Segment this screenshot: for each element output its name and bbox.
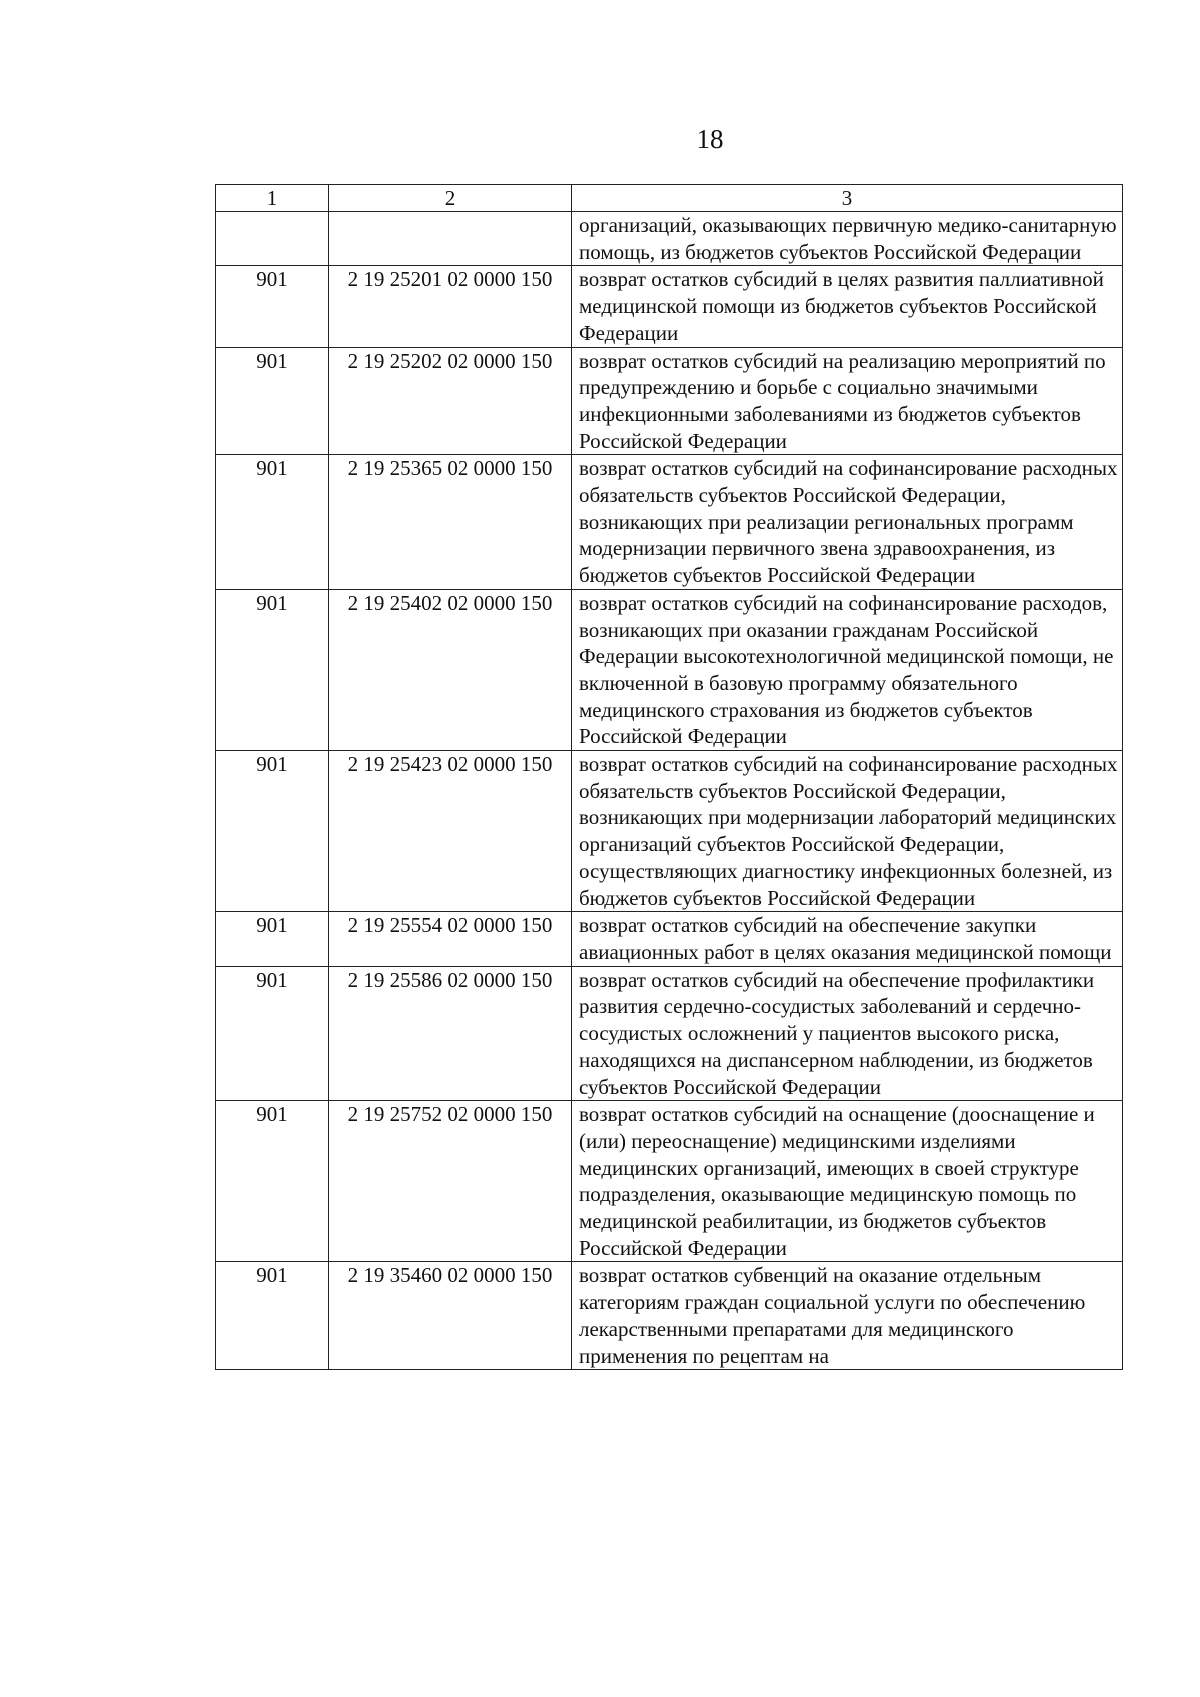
description-cell: возврат остатков субсидий на софинансирование расходных обязательств субъектов Российской Федерации, возникающих при реализации региональных программ модернизации первичного звена здравоохранения, из бюджетов субъектов Российской Федерации — [572, 455, 1123, 590]
description-cell: возврат остатков субсидий на обеспечение профилактики развития сердечно-сосудистых заболеваний и сердечно-сосудистых осложнений у пациентов высокого риска, находящихся на диспансерном наблюдении, из бюджетов субъектов Российской Федерации — [572, 966, 1123, 1101]
budget-code-cell: 2 19 25554 02 0000 150 — [329, 912, 572, 966]
budget-code-cell: 2 19 25402 02 0000 150 — [329, 589, 572, 750]
budget-code-cell: 2 19 25423 02 0000 150 — [329, 751, 572, 912]
budget-codes-table — [215, 184, 1123, 1370]
table-row — [216, 212, 1123, 266]
admin-code-cell — [216, 212, 329, 266]
table-row — [216, 751, 1123, 912]
description-cell: возврат остатков субсидий в целях развития паллиативной медицинской помощи из бюджетов субъектов Российской Федерации — [572, 266, 1123, 347]
table-row — [216, 266, 1123, 347]
budget-code-cell: 2 19 25201 02 0000 150 — [329, 266, 572, 347]
budget-code-cell: 2 19 25365 02 0000 150 — [329, 455, 572, 590]
header-row — [216, 185, 1123, 212]
table-row — [216, 966, 1123, 1101]
budget-code-cell: 2 19 35460 02 0000 150 — [329, 1262, 572, 1370]
admin-code-cell: 901 — [216, 1101, 329, 1262]
description-cell: возврат остатков субсидий на реализацию мероприятий по предупреждению и борьбе с социально значимыми инфекционными заболеваниями из бюджетов субъектов Российской Федерации — [572, 347, 1123, 455]
admin-code-cell: 901 — [216, 347, 329, 455]
admin-code-cell: 901 — [216, 751, 329, 912]
description-cell: возврат остатков субвенций на оказание отдельным категориям граждан социальной услуги по обеспечению лекарственными препаратами для медицинского применения по рецептам на — [572, 1262, 1123, 1370]
description-cell: возврат остатков субсидий на оснащение (дооснащение и (или) переоснащение) медицинскими изделиями медицинских организаций, имеющих в своей структуре подразделения, оказывающие медицинскую помощь по медицинской реабилитации, из бюджетов субъектов Российской Федерации — [572, 1101, 1123, 1262]
table-body — [216, 212, 1123, 1370]
table-row — [216, 455, 1123, 590]
table-row — [216, 912, 1123, 966]
admin-code-cell: 901 — [216, 455, 329, 590]
table-header — [216, 185, 1123, 212]
header-col-1: 1 — [216, 185, 329, 212]
table-row — [216, 589, 1123, 750]
table-row — [216, 1262, 1123, 1370]
budget-code-cell — [329, 212, 572, 266]
header-col-2: 2 — [329, 185, 572, 212]
description-cell: возврат остатков субсидий на софинансирование расходов, возникающих при оказании гражданам Российской Федерации высокотехнологичной медицинской помощи, не включенной в базовую программу обязательного медицинского страхования из бюджетов субъектов Российской Федерации — [572, 589, 1123, 750]
budget-code-cell: 2 19 25752 02 0000 150 — [329, 1101, 572, 1262]
page-number: 18 — [696, 124, 724, 154]
header-col-3: 3 — [572, 185, 1123, 212]
admin-code-cell: 901 — [216, 589, 329, 750]
admin-code-cell: 901 — [216, 1262, 329, 1370]
budget-code-cell: 2 19 25202 02 0000 150 — [329, 347, 572, 455]
admin-code-cell: 901 — [216, 266, 329, 347]
description-cell: возврат остатков субсидий на обеспечение закупки авиационных работ в целях оказания медицинской помощи — [572, 912, 1123, 966]
description-cell: возврат остатков субсидий на софинансирование расходных обязательств субъектов Российской Федерации, возникающих при модернизации лабораторий медицинских организаций субъектов Российской Федерации, осуществляющих диагностику инфекционных болезней, из бюджетов субъектов Российской Федерации — [572, 751, 1123, 912]
table-row — [216, 347, 1123, 455]
admin-code-cell: 901 — [216, 966, 329, 1101]
budget-code-cell: 2 19 25586 02 0000 150 — [329, 966, 572, 1101]
description-cell: организаций, оказывающих первичную медико-санитарную помощь, из бюджетов субъектов Российской Федерации — [572, 212, 1123, 266]
admin-code-cell: 901 — [216, 912, 329, 966]
table-row — [216, 1101, 1123, 1262]
